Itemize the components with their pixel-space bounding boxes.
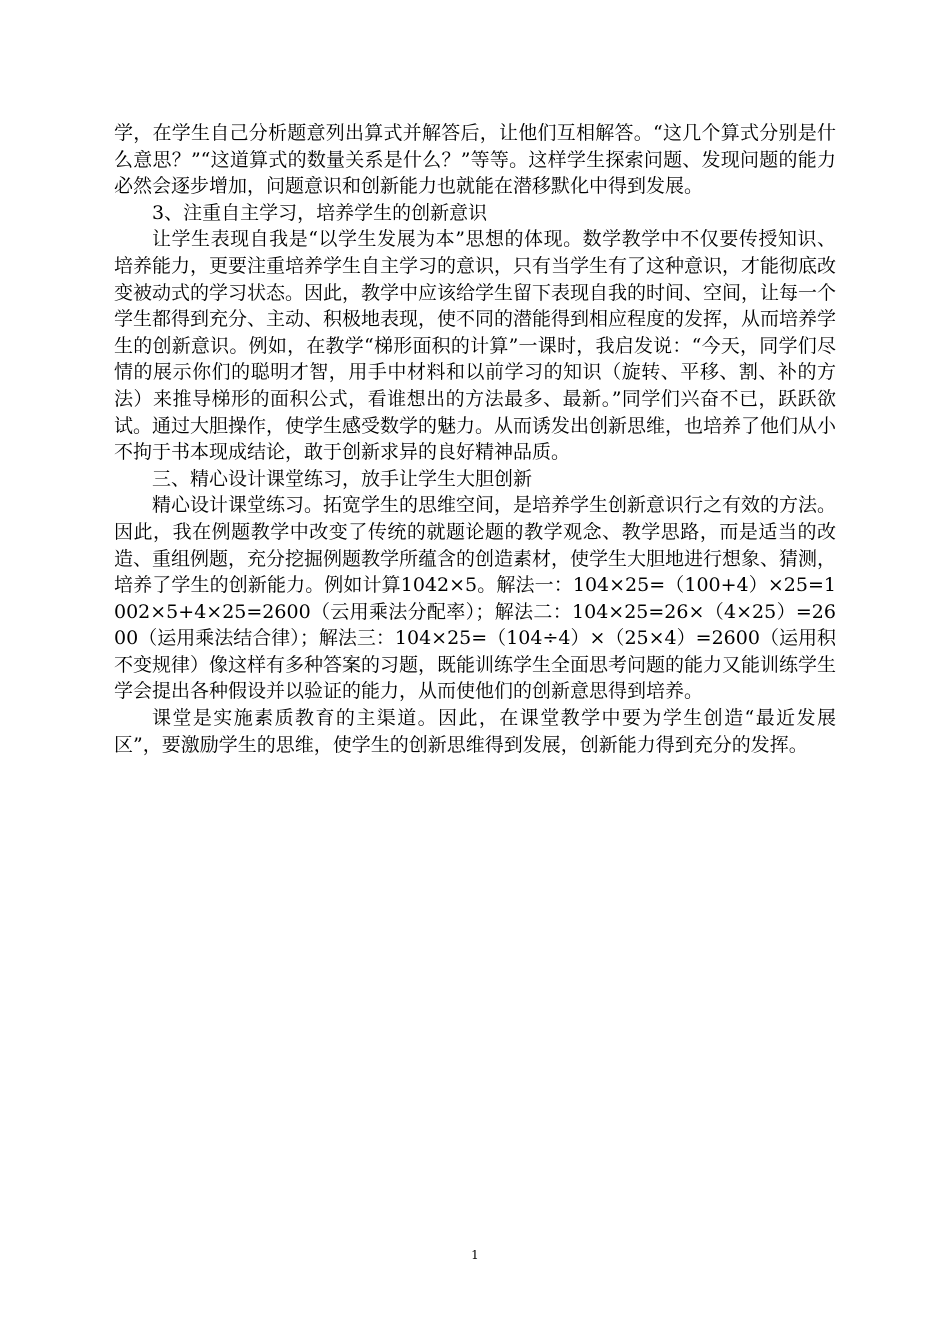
paragraph-continuation: 学，在学生自己分析题意列出算式并解答后，让他们互相解答。“这几个算式分别是什么意思？”“这道算式的数量关系是什么？”等等。这样学生探索问题、发现问题的能力必然会逐步增加，问题意识和创新能力也就能在潜移默化中得到发展。 — [114, 122, 836, 198]
section-heading-classroom-exercises: 三、精心设计课堂练习，放手让学生大胆创新 — [152, 467, 533, 490]
paragraph-conclusion: 课堂是实施素质教育的主渠道。因此，在课堂教学中要为学生创造“最近发展区”，要激励学生的思维，使学生的创新思维得到发展，创新能力得到充分的发挥。 — [114, 707, 836, 756]
paragraph-classroom-exercises: 精心设计课堂练习。拓宽学生的思维空间，是培养学生创新意识行之有效的方法。因此，我在例题教学中改变了传统的就题论题的教学观念、教学思路，而是适当的改造、重组例题，充分挖掘例题教学所蕴含的创造素材，使学生大胆地进行想象、猜测，培养了学生的创新能力。例如计算1042×5。解法一：104×25=（100+4）×25=1002×5+4×25=2600（云用乘法分配率）；解法二：104×25=26×（4×25）=2600（运用乘法结合律）；解法三：104×25=（104÷4）×（25×4）=2600（运用积不变规律）像这样有多种答案的习题，既能训练学生全面思考问题的能力又能训练学生学会提出各种假设并以验证的能力，从而使他们的创新意思得到培养。 — [114, 494, 837, 703]
page-number: 1 — [471, 1248, 479, 1262]
section-heading-autonomous-learning: 3、注重自主学习，培养学生的创新意识 — [152, 201, 488, 224]
document-body — [114, 120, 836, 758]
paragraph-autonomous-learning: 让学生表现自我是“以学生发展为本”思想的体现。数学教学中不仅要传授知识、培养能力，更要注重培养学生自主学习的意识，只有当学生有了这种意识，才能彻底改变被动式的学习状态。因此，教学中应该给学生留下表现自我的时间、空间，让每一个学生都得到充分、主动、积极地表现，使不同的潜能得到相应程度的发挥，从而培养学生的创新意识。例如，在教学“梯形面积的计算”一课时，我启发说：“今天，同学们尽情的展示你们的聪明才智，用手中材料和以前学习的知识（旋转、平移、割、补的方法）来推导梯形的面积公式，看谁想出的方法最多、最新。”同学们兴奋不已，跃跃欲试。通过大胆操作，使学生感受数学的魅力。从而诱发出创新思维，也培养了他们从小不拘于书本现成结论，敢于创新求异的良好精神品质。 — [114, 228, 837, 464]
